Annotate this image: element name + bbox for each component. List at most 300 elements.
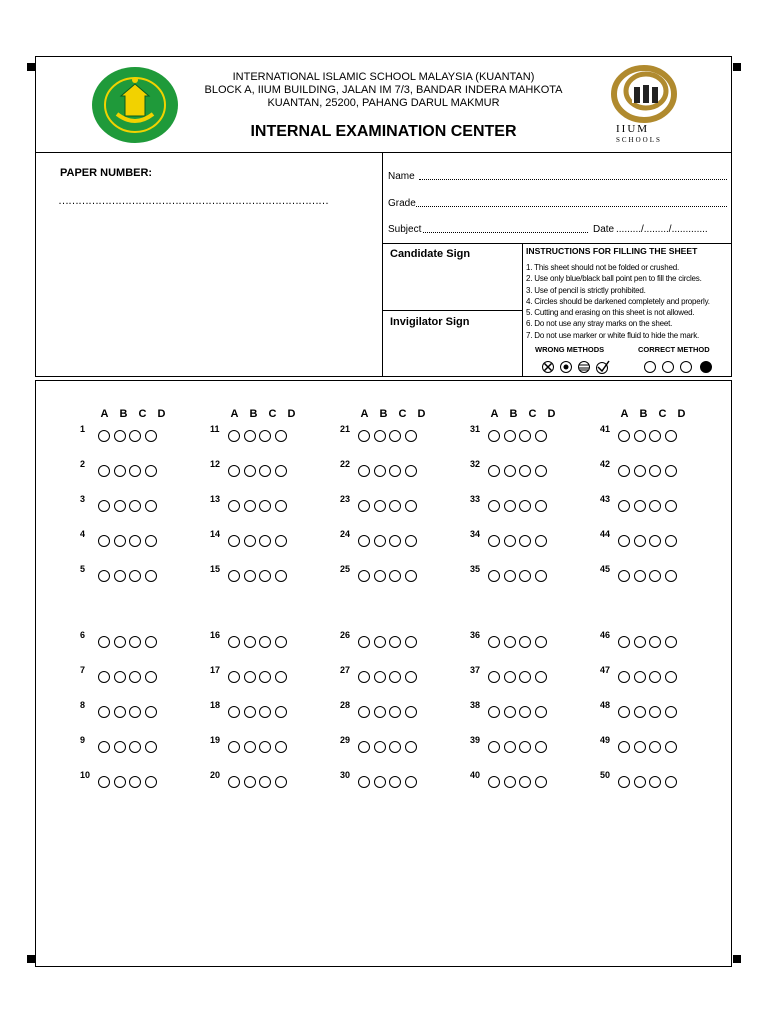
answer-bubble-b[interactable] xyxy=(634,570,646,582)
answer-bubble-a[interactable] xyxy=(228,535,240,547)
answer-bubble-b[interactable] xyxy=(244,500,256,512)
answer-bubble-c[interactable] xyxy=(649,500,661,512)
answer-bubble-b[interactable] xyxy=(114,671,126,683)
answer-bubble-a[interactable] xyxy=(98,465,110,477)
answer-bubble-a[interactable] xyxy=(488,741,500,753)
answer-bubble-b[interactable] xyxy=(634,430,646,442)
instruction-item: 5. Cutting and erasing on this sheet is not allowed. xyxy=(526,308,695,318)
question-number: 4 xyxy=(80,529,86,539)
answer-bubble-b[interactable] xyxy=(374,535,386,547)
answer-bubble-b[interactable] xyxy=(504,500,516,512)
instructions-list xyxy=(526,262,710,341)
question-number: 40 xyxy=(470,770,481,780)
answer-bubble-b[interactable] xyxy=(114,636,126,648)
question-number: 41 xyxy=(600,424,611,434)
candidate-sign-label: Candidate Sign xyxy=(390,248,471,260)
sign-mid-divider xyxy=(382,310,522,311)
answer-bubble-d[interactable] xyxy=(275,741,287,753)
answer-bubble-a[interactable] xyxy=(228,465,240,477)
answer-bubble-d[interactable] xyxy=(535,430,547,442)
question-number: 19 xyxy=(210,735,221,745)
option-letter: A xyxy=(100,408,109,420)
answer-row xyxy=(98,668,160,686)
answer-row xyxy=(488,633,550,651)
answer-bubble-b[interactable] xyxy=(504,636,516,648)
answer-bubble-c[interactable] xyxy=(129,741,141,753)
answer-bubble-d[interactable] xyxy=(145,636,157,648)
answer-bubble-d[interactable] xyxy=(535,741,547,753)
answer-bubble-b[interactable] xyxy=(634,671,646,683)
answer-bubble-a[interactable] xyxy=(228,776,240,788)
answer-row xyxy=(98,532,160,550)
answer-bubble-d[interactable] xyxy=(145,465,157,477)
answer-bubble-b[interactable] xyxy=(114,430,126,442)
answer-bubble-d[interactable] xyxy=(665,636,677,648)
answer-bubble-b[interactable] xyxy=(374,706,386,718)
name-field[interactable] xyxy=(419,179,727,180)
answer-bubble-d[interactable] xyxy=(665,535,677,547)
answer-bubble-a[interactable] xyxy=(228,671,240,683)
answer-bubble-c[interactable] xyxy=(389,636,401,648)
answer-bubble-c[interactable] xyxy=(649,636,661,648)
answer-bubble-d[interactable] xyxy=(665,500,677,512)
option-letter: B xyxy=(639,408,648,420)
answer-bubble-a[interactable] xyxy=(98,430,110,442)
answer-bubble-b[interactable] xyxy=(114,741,126,753)
answer-bubble-b[interactable] xyxy=(244,776,256,788)
answer-bubble-b[interactable] xyxy=(114,535,126,547)
answer-bubble-d[interactable] xyxy=(145,500,157,512)
answer-bubble-c[interactable] xyxy=(389,465,401,477)
question-number: 8 xyxy=(80,700,86,710)
answer-bubble-c[interactable] xyxy=(389,500,401,512)
answer-bubble-c[interactable] xyxy=(389,741,401,753)
answer-bubble-b[interactable] xyxy=(114,776,126,788)
answer-bubble-a[interactable] xyxy=(618,741,630,753)
iium-logo-text: IIUM xyxy=(616,123,650,135)
answer-bubble-d[interactable] xyxy=(535,671,547,683)
answer-bubble-a[interactable] xyxy=(488,570,500,582)
answer-bubble-d[interactable] xyxy=(275,706,287,718)
answer-bubble-a[interactable] xyxy=(228,636,240,648)
answer-bubble-b[interactable] xyxy=(244,535,256,547)
question-number: 13 xyxy=(210,494,221,504)
answer-row xyxy=(618,738,680,756)
answer-bubble-d[interactable] xyxy=(535,535,547,547)
answer-bubble-a[interactable] xyxy=(358,570,370,582)
answer-bubble-a[interactable] xyxy=(358,706,370,718)
answer-bubble-c[interactable] xyxy=(649,776,661,788)
answer-bubble-c[interactable] xyxy=(519,465,531,477)
dotted-circle-icon xyxy=(561,362,572,373)
answer-row xyxy=(98,773,160,791)
instruction-item: 6. Do not use any stray marks on the sheet. xyxy=(526,319,673,329)
options-header xyxy=(95,408,171,420)
answer-bubble-a[interactable] xyxy=(358,465,370,477)
name-label: Name xyxy=(388,171,415,182)
answer-bubble-a[interactable] xyxy=(358,535,370,547)
answer-bubble-a[interactable] xyxy=(98,636,110,648)
answer-bubble-d[interactable] xyxy=(535,465,547,477)
answer-row xyxy=(618,427,680,445)
answer-bubble-d[interactable] xyxy=(275,570,287,582)
answer-bubble-c[interactable] xyxy=(389,776,401,788)
invigilator-sign-field[interactable] xyxy=(383,329,522,375)
ticked-circle-icon xyxy=(597,361,610,374)
answer-row xyxy=(618,497,680,515)
answer-bubble-a[interactable] xyxy=(618,671,630,683)
answer-bubble-a[interactable] xyxy=(228,706,240,718)
answer-bubble-a[interactable] xyxy=(618,465,630,477)
answer-bubble-a[interactable] xyxy=(618,636,630,648)
answer-bubble-d[interactable] xyxy=(145,706,157,718)
answer-bubble-b[interactable] xyxy=(244,706,256,718)
instruction-item: 2. Use only blue/black ball point pen to fill the circles. xyxy=(526,274,702,284)
answer-bubble-c[interactable] xyxy=(389,706,401,718)
answer-row xyxy=(488,773,550,791)
answer-row xyxy=(98,462,160,480)
answer-bubble-c[interactable] xyxy=(389,671,401,683)
answer-bubble-c[interactable] xyxy=(519,706,531,718)
answer-row xyxy=(618,633,680,651)
answer-bubble-d[interactable] xyxy=(535,570,547,582)
answer-bubble-a[interactable] xyxy=(618,570,630,582)
registration-mark xyxy=(733,63,741,71)
answer-bubble-a[interactable] xyxy=(618,430,630,442)
answer-row xyxy=(228,668,290,686)
answer-bubble-d[interactable] xyxy=(145,671,157,683)
answer-bubble-c[interactable] xyxy=(519,500,531,512)
answer-bubble-c[interactable] xyxy=(519,570,531,582)
answer-bubble-c[interactable] xyxy=(519,636,531,648)
option-letter: C xyxy=(528,408,537,420)
answer-bubble-b[interactable] xyxy=(244,636,256,648)
sign-divider xyxy=(522,243,523,376)
answer-bubble-a[interactable] xyxy=(618,706,630,718)
answer-bubble-b[interactable] xyxy=(244,741,256,753)
answer-bubble-a[interactable] xyxy=(488,535,500,547)
answer-row xyxy=(358,668,420,686)
answer-bubble-b[interactable] xyxy=(504,776,516,788)
answer-bubble-d[interactable] xyxy=(405,465,417,477)
option-letter: C xyxy=(268,408,277,420)
answer-bubble-b[interactable] xyxy=(374,636,386,648)
answer-bubble-a[interactable] xyxy=(358,776,370,788)
question-number: 30 xyxy=(340,770,351,780)
answer-bubble-b[interactable] xyxy=(374,465,386,477)
answer-bubble-d[interactable] xyxy=(665,776,677,788)
answer-bubble-d[interactable] xyxy=(665,465,677,477)
answer-bubble-a[interactable] xyxy=(98,741,110,753)
answer-bubble-d[interactable] xyxy=(275,465,287,477)
options-header xyxy=(225,408,301,420)
option-letter: A xyxy=(230,408,239,420)
answer-bubble-b[interactable] xyxy=(374,671,386,683)
answer-bubble-c[interactable] xyxy=(389,535,401,547)
answer-bubble-a[interactable] xyxy=(358,741,370,753)
answer-bubble-a[interactable] xyxy=(98,776,110,788)
answer-bubble-c[interactable] xyxy=(389,430,401,442)
answer-bubble-c[interactable] xyxy=(259,570,271,582)
instructions-heading: INSTRUCTIONS FOR FILLING THE SHEET xyxy=(526,246,698,256)
iium-logo-subtext: SCHOOLS xyxy=(616,136,662,144)
answer-bubble-d[interactable] xyxy=(665,430,677,442)
answer-bubble-a[interactable] xyxy=(358,430,370,442)
answer-bubble-c[interactable] xyxy=(129,706,141,718)
instruction-item: 3. Use of pencil is strictly prohibited. xyxy=(526,285,646,295)
grade-field[interactable] xyxy=(416,206,727,207)
answer-bubble-d[interactable] xyxy=(405,706,417,718)
answer-bubble-b[interactable] xyxy=(114,465,126,477)
answer-row xyxy=(488,567,550,585)
answer-bubble-c[interactable] xyxy=(649,706,661,718)
answer-bubble-a[interactable] xyxy=(98,535,110,547)
correct-method-label: CORRECT METHOD xyxy=(638,345,710,354)
question-number: 10 xyxy=(80,770,91,780)
answer-row xyxy=(618,703,680,721)
answer-bubble-a[interactable] xyxy=(228,570,240,582)
answer-bubble-b[interactable] xyxy=(504,570,516,582)
answer-bubble-c[interactable] xyxy=(129,671,141,683)
option-letter: C xyxy=(658,408,667,420)
answer-bubble-a[interactable] xyxy=(228,741,240,753)
candidate-sign-field[interactable] xyxy=(383,261,522,309)
answer-bubble-d[interactable] xyxy=(535,776,547,788)
answer-bubble-d[interactable] xyxy=(535,706,547,718)
answer-bubble-c[interactable] xyxy=(129,570,141,582)
answer-bubble-d[interactable] xyxy=(405,570,417,582)
question-number: 22 xyxy=(340,459,351,469)
answer-bubble-c[interactable] xyxy=(519,776,531,788)
option-letter: B xyxy=(509,408,518,420)
answer-bubble-d[interactable] xyxy=(665,741,677,753)
answer-bubble-d[interactable] xyxy=(145,430,157,442)
answer-row xyxy=(98,567,160,585)
answer-row xyxy=(98,427,160,445)
answer-bubble-c[interactable] xyxy=(129,500,141,512)
question-number: 25 xyxy=(340,564,351,574)
answer-bubble-b[interactable] xyxy=(114,500,126,512)
registration-mark xyxy=(733,955,741,963)
answer-row xyxy=(228,462,290,480)
answer-bubble-a[interactable] xyxy=(98,570,110,582)
answer-bubble-c[interactable] xyxy=(649,741,661,753)
question-number: 12 xyxy=(210,459,221,469)
answer-bubble-d[interactable] xyxy=(275,430,287,442)
answer-bubble-c[interactable] xyxy=(519,741,531,753)
answer-bubble-a[interactable] xyxy=(488,430,500,442)
registration-mark xyxy=(27,955,35,963)
options-header xyxy=(485,408,561,420)
answer-bubble-c[interactable] xyxy=(259,500,271,512)
question-number: 33 xyxy=(470,494,481,504)
answer-bubble-a[interactable] xyxy=(98,500,110,512)
answer-bubble-c[interactable] xyxy=(129,430,141,442)
answer-bubble-d[interactable] xyxy=(275,535,287,547)
option-letter: D xyxy=(547,408,556,420)
answer-bubble-d[interactable] xyxy=(275,671,287,683)
answer-bubble-c[interactable] xyxy=(259,430,271,442)
answer-bubble-a[interactable] xyxy=(98,671,110,683)
answer-bubble-b[interactable] xyxy=(374,741,386,753)
answer-bubble-c[interactable] xyxy=(649,535,661,547)
answer-bubble-a[interactable] xyxy=(228,430,240,442)
answer-bubble-c[interactable] xyxy=(649,671,661,683)
option-letter: B xyxy=(379,408,388,420)
answer-row xyxy=(358,497,420,515)
answer-bubble-b[interactable] xyxy=(504,706,516,718)
school-address-line1: BLOCK A, IIUM BUILDING, JALAN IM 7/3, BANDAR INDERA MAHKOTA xyxy=(204,84,563,96)
answer-bubble-b[interactable] xyxy=(374,500,386,512)
paper-number-field[interactable]: ……………………………………………………………………… xyxy=(58,195,328,207)
answer-bubble-c[interactable] xyxy=(129,535,141,547)
question-number: 18 xyxy=(210,700,221,710)
question-number: 44 xyxy=(600,529,611,539)
answer-bubble-d[interactable] xyxy=(405,430,417,442)
paper-number-label: PAPER NUMBER: xyxy=(60,167,153,179)
answer-bubble-b[interactable] xyxy=(244,465,256,477)
answer-bubble-d[interactable] xyxy=(275,776,287,788)
answer-bubble-b[interactable] xyxy=(504,671,516,683)
answer-bubble-d[interactable] xyxy=(145,741,157,753)
answer-bubble-b[interactable] xyxy=(374,776,386,788)
answer-bubble-c[interactable] xyxy=(649,570,661,582)
answer-bubble-d[interactable] xyxy=(145,570,157,582)
option-letter: A xyxy=(360,408,369,420)
date-label: Date xyxy=(593,224,615,235)
answer-row xyxy=(358,633,420,651)
answer-row xyxy=(98,738,160,756)
answer-bubble-d[interactable] xyxy=(405,636,417,648)
answer-bubble-c[interactable] xyxy=(259,636,271,648)
answer-bubble-b[interactable] xyxy=(374,430,386,442)
answer-bubble-d[interactable] xyxy=(145,776,157,788)
instruction-item: 4. Circles should be darkened completely and properly. xyxy=(526,296,710,306)
answer-bubble-c[interactable] xyxy=(259,776,271,788)
answer-bubble-d[interactable] xyxy=(405,535,417,547)
answer-bubble-d[interactable] xyxy=(665,570,677,582)
answer-bubble-b[interactable] xyxy=(504,465,516,477)
question-number: 29 xyxy=(340,735,351,745)
question-number: 23 xyxy=(340,494,351,504)
answer-row xyxy=(488,532,550,550)
answer-bubble-c[interactable] xyxy=(389,570,401,582)
date-field[interactable]: ........./........./............. xyxy=(616,224,708,235)
answer-bubble-b[interactable] xyxy=(634,706,646,718)
answer-bubble-c[interactable] xyxy=(519,535,531,547)
answer-bubble-a[interactable] xyxy=(488,776,500,788)
answer-bubble-c[interactable] xyxy=(519,430,531,442)
answer-row xyxy=(358,773,420,791)
answer-bubble-b[interactable] xyxy=(244,570,256,582)
question-number: 16 xyxy=(210,630,221,640)
answer-bubble-d[interactable] xyxy=(145,535,157,547)
subject-field[interactable] xyxy=(423,232,588,233)
answer-bubble-b[interactable] xyxy=(504,741,516,753)
answer-bubble-d[interactable] xyxy=(405,776,417,788)
option-letter: C xyxy=(398,408,407,420)
answer-bubble-c[interactable] xyxy=(649,465,661,477)
answer-bubble-c[interactable] xyxy=(129,776,141,788)
answer-row xyxy=(618,462,680,480)
answer-bubble-c[interactable] xyxy=(519,671,531,683)
answer-bubble-d[interactable] xyxy=(665,671,677,683)
answer-bubble-c[interactable] xyxy=(649,430,661,442)
answer-bubble-c[interactable] xyxy=(259,535,271,547)
answer-bubble-c[interactable] xyxy=(129,465,141,477)
answer-row xyxy=(358,738,420,756)
answer-bubble-a[interactable] xyxy=(618,500,630,512)
answer-row xyxy=(228,738,290,756)
answer-bubble-a[interactable] xyxy=(358,671,370,683)
answer-bubble-d[interactable] xyxy=(275,500,287,512)
answer-bubble-b[interactable] xyxy=(634,500,646,512)
answer-bubble-c[interactable] xyxy=(259,465,271,477)
answer-bubble-a[interactable] xyxy=(228,500,240,512)
answer-bubble-b[interactable] xyxy=(634,776,646,788)
answer-bubble-d[interactable] xyxy=(535,636,547,648)
answer-bubble-b[interactable] xyxy=(634,741,646,753)
answer-bubble-c[interactable] xyxy=(259,671,271,683)
answer-bubble-d[interactable] xyxy=(405,671,417,683)
answer-bubble-a[interactable] xyxy=(488,465,500,477)
option-letter: B xyxy=(119,408,128,420)
answer-bubble-d[interactable] xyxy=(275,636,287,648)
answer-bubble-a[interactable] xyxy=(618,535,630,547)
question-number: 26 xyxy=(340,630,351,640)
answer-bubble-a[interactable] xyxy=(488,706,500,718)
answer-bubble-c[interactable] xyxy=(259,741,271,753)
answer-bubble-a[interactable] xyxy=(488,636,500,648)
question-number: 17 xyxy=(210,665,221,675)
answer-bubble-a[interactable] xyxy=(488,671,500,683)
answer-row xyxy=(98,497,160,515)
answer-bubble-d[interactable] xyxy=(405,741,417,753)
answer-bubble-b[interactable] xyxy=(634,535,646,547)
answer-bubble-b[interactable] xyxy=(114,706,126,718)
answer-bubble-c[interactable] xyxy=(129,636,141,648)
answer-bubble-b[interactable] xyxy=(374,570,386,582)
answer-bubble-c[interactable] xyxy=(259,706,271,718)
answer-bubble-b[interactable] xyxy=(504,430,516,442)
answer-bubble-b[interactable] xyxy=(634,636,646,648)
answer-bubble-a[interactable] xyxy=(358,500,370,512)
correct-method-examples xyxy=(643,360,715,379)
answer-row xyxy=(98,633,160,651)
answer-bubble-a[interactable] xyxy=(98,706,110,718)
answer-bubble-d[interactable] xyxy=(405,500,417,512)
question-number: 48 xyxy=(600,700,611,710)
grade-label: Grade xyxy=(388,198,416,209)
answer-bubble-d[interactable] xyxy=(665,706,677,718)
question-number: 28 xyxy=(340,700,351,710)
answer-bubble-b[interactable] xyxy=(504,535,516,547)
option-letter: D xyxy=(417,408,426,420)
answer-bubble-a[interactable] xyxy=(358,636,370,648)
question-number: 15 xyxy=(210,564,221,574)
answer-bubble-a[interactable] xyxy=(618,776,630,788)
answer-row xyxy=(228,427,290,445)
answer-bubble-a[interactable] xyxy=(488,500,500,512)
answer-bubble-b[interactable] xyxy=(244,430,256,442)
question-number: 32 xyxy=(470,459,481,469)
answer-bubble-b[interactable] xyxy=(634,465,646,477)
answer-bubble-b[interactable] xyxy=(244,671,256,683)
answer-bubble-d[interactable] xyxy=(535,500,547,512)
answer-bubble-b[interactable] xyxy=(114,570,126,582)
answer-row xyxy=(618,532,680,550)
school-address-line2: KUANTAN, 25200, PAHANG DARUL MAKMUR xyxy=(267,97,500,109)
